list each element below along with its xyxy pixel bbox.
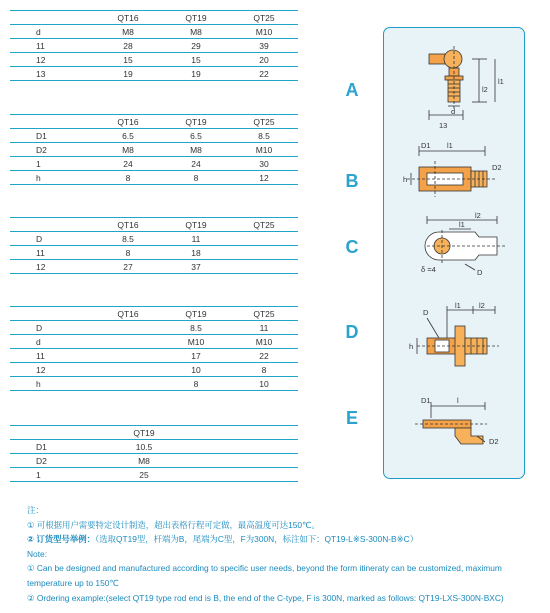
row-label: 11 [10,39,94,53]
table-header: QT19 [162,218,230,232]
table-row [10,468,298,482]
dim-label: d [451,107,456,116]
dim-label: l1 [459,220,465,229]
table-row [10,440,298,454]
table-cell [194,454,298,468]
table-header: QT25 [230,11,298,25]
table-row [10,25,298,39]
table-cell: 11 [230,321,298,335]
table-cell: M8 [94,25,162,39]
dim-label: l1 [498,77,504,86]
dim-label: h [409,342,414,351]
table-cell: 29 [162,39,230,53]
dim-label: l1 [447,141,453,150]
row-label: 12 [10,53,94,67]
table-row [10,335,298,349]
table-row [10,260,298,274]
table-cell: 10.5 [94,440,194,454]
spec-table-a [10,10,298,81]
table-cell [94,335,162,349]
note-cn-1: ① 可根据用户需要特定设计制造，超出表格行程可定做，最高温度可达150℃。 [27,519,320,530]
table-row [10,67,298,81]
row-label: D2 [10,454,94,468]
table-cell: 19 [94,67,162,81]
table-cell [10,11,94,25]
note-cn-2 [27,532,542,547]
notes-title: 注： [27,505,44,515]
table-cell [94,349,162,363]
dim-label: D1 [421,141,431,150]
table-row [10,246,298,260]
table-cell: 19 [162,67,230,81]
table-header-row [10,11,298,25]
table-cell [194,440,298,454]
notes-en-title: Note: [27,548,48,559]
table-cell: M10 [230,25,298,39]
type-letter-b: B [345,171,359,191]
table-cell [10,426,94,440]
table-cell: 8 [162,171,230,185]
spec-table-c [10,217,298,274]
dim-label: l2 [475,212,481,220]
row-label: 1 [10,468,94,482]
table-cell [10,218,94,232]
table-cell: 18 [162,246,230,260]
table-cell: 24 [162,157,230,171]
type-letter-c: C [345,237,359,257]
row-label: D1 [10,129,94,143]
table-cell: 22 [230,67,298,81]
dim-label: D2 [489,437,499,446]
table-cell: 15 [162,53,230,67]
table-cell [230,260,298,274]
drawing-e-bracket-end [387,392,519,452]
table-header: QT16 [94,307,162,321]
drawing-b-clevis [387,137,519,207]
table-cell: 10 [162,363,230,377]
table-cell: 27 [94,260,162,274]
dim-label: D1 [421,396,431,405]
table-cell: 8.5 [230,129,298,143]
table-cell: 12 [230,171,298,185]
table-row [10,321,298,335]
row-label: 12 [10,363,94,377]
dim-label: D [477,268,483,277]
spec-table-b [10,114,298,185]
table-cell [194,426,298,440]
row-label: D [10,321,94,335]
table-header: QT19 [162,11,230,25]
row-label: h [10,171,94,185]
table-cell: 6.5 [162,129,230,143]
table-cell: 8 [230,363,298,377]
table-header: QT16 [94,11,162,25]
table-cell: 30 [230,157,298,171]
type-letter-e: E [345,408,358,428]
table-row [10,363,298,377]
table-cell [10,307,94,321]
table-cell: M8 [94,143,162,157]
note-en-2: ② Ordering example:(select QT19 type rod end is B, the end of the C-type, F is 300N, marked as follows: QT19-LXS-300N-BXC) [27,592,504,603]
table-cell: 20 [230,53,298,67]
table-header: QT25 [230,307,298,321]
table-header: QT25 [230,218,298,232]
table-header-row [10,115,298,129]
table-cell: M10 [230,143,298,157]
table-cell: 8 [94,171,162,185]
table-cell: 37 [162,260,230,274]
table-row [10,171,298,185]
table-cell: 8.5 [162,321,230,335]
table-row [10,129,298,143]
table-cell: 8.5 [94,232,162,246]
row-label: 12 [10,260,94,274]
table-cell [230,232,298,246]
row-label: d [10,335,94,349]
table-cell: 39 [230,39,298,53]
note-en-1: ① Can be designed and manufactured according to specific user needs, beyond the form itineraty can be customized, maximum temperature up to 150℃ [27,563,502,588]
dim-label: l1 [455,301,461,310]
row-label: h [10,377,94,391]
dim-label: l [457,396,459,405]
dim-label: 13 [439,121,448,130]
table-header: QT19 [162,115,230,129]
row-label: D1 [10,440,94,454]
table-cell: M8 [162,25,230,39]
table-row [10,39,298,53]
table-cell: M10 [162,335,230,349]
table-cell: M10 [230,335,298,349]
table-cell [94,363,162,377]
row-label: 13 [10,67,94,81]
table-header-row [10,218,298,232]
table-header: QT19 [94,426,194,440]
row-label: 11 [10,246,94,260]
row-label: D [10,232,94,246]
note-cn-2-text: （选取QT19型，杆端为B，尾端为C型，F为300N，标注如下：QT19-L※S-300N-B※C） [95,534,419,545]
table-cell: 25 [94,468,194,482]
table-header-row [10,426,298,440]
table-cell: 8 [94,246,162,260]
table-row [10,349,298,363]
table-row [10,53,298,67]
dim-label: h [403,175,408,184]
type-letter-a: A [345,80,359,100]
note-cn-2-label: ② 订货型号举例： [27,534,96,545]
table-row [10,143,298,157]
table-cell [194,468,298,482]
table-row [10,377,298,391]
type-letter-d: D [345,322,359,342]
table-cell: M8 [162,143,230,157]
table-cell: 11 [162,232,230,246]
table-cell: 6.5 [94,129,162,143]
table-cell [94,377,162,391]
dim-label: D [423,308,429,317]
dim-label: l2 [482,85,488,94]
table-cell [10,115,94,129]
table-cell: 10 [230,377,298,391]
table-cell: 22 [230,349,298,363]
drawing-a-ball-stud [387,40,519,135]
dim-label: D2 [492,163,502,172]
table-cell: 17 [162,349,230,363]
row-label: d [10,25,94,39]
drawing-d-flange-end [387,300,519,375]
table-row [10,454,298,468]
notes-section [27,503,542,605]
drawing-c-eye-end [387,212,519,280]
table-row [10,157,298,171]
dim-label: l2 [479,301,485,310]
table-header: QT16 [94,218,162,232]
table-cell [230,246,298,260]
table-cell: 24 [94,157,162,171]
table-cell [94,321,162,335]
row-label: 11 [10,349,94,363]
table-header: QT25 [230,115,298,129]
table-cell: 28 [94,39,162,53]
table-header: QT16 [94,115,162,129]
row-label: 1 [10,157,94,171]
table-cell: 8 [162,377,230,391]
spec-table-d [10,306,298,391]
table-header-row [10,307,298,321]
table-cell: M8 [94,454,194,468]
row-label: D2 [10,143,94,157]
table-row [10,232,298,246]
spec-table-e [10,425,298,482]
dim-label: δ =4 [421,265,436,274]
table-cell: 15 [94,53,162,67]
table-header: QT19 [162,307,230,321]
